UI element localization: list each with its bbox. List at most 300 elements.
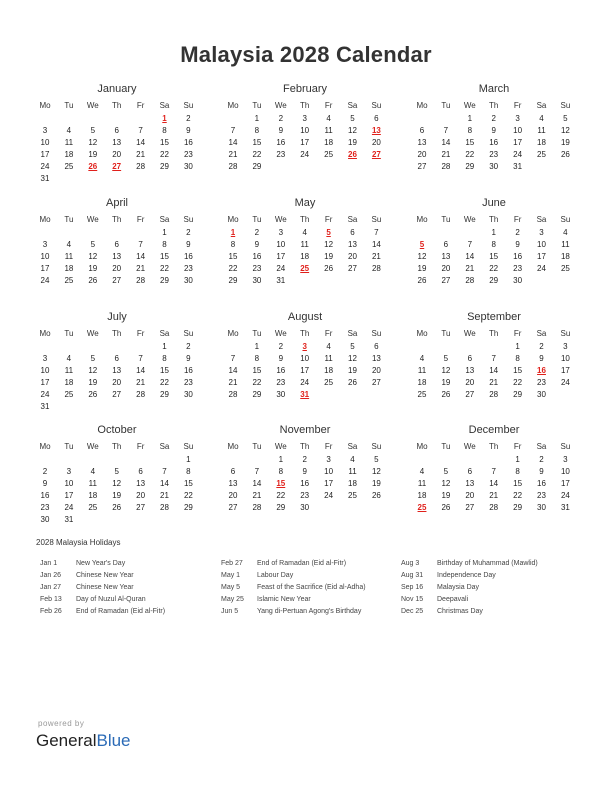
- day-cell: 11: [88, 478, 97, 488]
- weekday-header: Mo: [416, 215, 428, 224]
- day-cell: 31: [40, 401, 50, 411]
- day-cell: 3: [539, 228, 544, 237]
- weekday-header: Th: [489, 329, 499, 338]
- day-cell: 3: [42, 125, 48, 135]
- day-cell: 18: [324, 365, 334, 375]
- day-cell: 21: [136, 149, 146, 159]
- day-cell: 30: [300, 502, 310, 512]
- weekday-header: Sa: [159, 329, 170, 338]
- weekday-header: Fr: [136, 442, 145, 451]
- weekday-header: Fr: [136, 215, 145, 224]
- day-cell: 22: [513, 490, 523, 500]
- holiday-day-cell: 25: [300, 263, 310, 273]
- day-cell: 21: [252, 490, 262, 500]
- day-cell: 6: [374, 114, 379, 123]
- day-cell: 26: [371, 490, 381, 500]
- day-cell: 7: [138, 125, 143, 135]
- weekday-header: We: [463, 329, 476, 338]
- day-cell: 12: [348, 125, 357, 135]
- holiday-date: May 25: [221, 596, 244, 603]
- weekday-header: Th: [112, 101, 122, 110]
- holiday-day-cell: 26: [88, 161, 98, 171]
- day-cell: 21: [465, 263, 475, 273]
- day-cell: 19: [441, 490, 451, 500]
- weekday-header: Fr: [136, 329, 145, 338]
- holiday-day-cell: 1: [230, 228, 236, 237]
- weekday-header: We: [463, 215, 476, 224]
- day-cell: 26: [324, 263, 334, 273]
- day-cell: 9: [186, 353, 191, 363]
- day-cell: 27: [417, 161, 427, 171]
- day-cell: 28: [228, 161, 238, 171]
- holiday-name: Day of Nuzul Al-Quran: [76, 596, 146, 603]
- holiday-date: Dec 25: [401, 608, 424, 615]
- day-cell: 30: [276, 389, 286, 399]
- day-cell: 18: [417, 377, 427, 387]
- weekday-header: Su: [560, 215, 571, 224]
- weekday-header: Sa: [536, 101, 547, 110]
- day-cell: 11: [64, 137, 74, 147]
- holiday-name: Chinese New Year: [76, 572, 134, 579]
- holiday-day-cell: 27: [371, 149, 381, 159]
- day-cell: 18: [88, 490, 98, 500]
- weekday-header: Tu: [441, 101, 451, 110]
- day-cell: 23: [276, 377, 286, 387]
- month-name: November: [279, 424, 331, 436]
- weekday-header: Tu: [64, 215, 74, 224]
- logo-general: General: [36, 731, 97, 750]
- day-cell: 16: [183, 251, 193, 261]
- weekday-header: Fr: [324, 442, 333, 451]
- day-cell: 23: [513, 263, 523, 273]
- day-cell: 20: [371, 137, 381, 147]
- day-cell: 6: [114, 125, 119, 135]
- weekday-header: Sa: [159, 442, 170, 451]
- day-cell: 13: [112, 365, 122, 375]
- page-title: Malaysia 2028 Calendar: [180, 42, 432, 67]
- day-cell: 7: [162, 466, 167, 476]
- day-cell: 21: [136, 263, 146, 273]
- day-cell: 4: [66, 239, 72, 249]
- day-cell: 5: [114, 466, 119, 476]
- holiday-name: Deepavali: [437, 596, 469, 603]
- day-cell: 10: [300, 353, 310, 363]
- day-cell: 7: [443, 125, 449, 135]
- weekday-header: Su: [560, 101, 571, 110]
- day-cell: 29: [183, 502, 193, 512]
- day-cell: 30: [537, 502, 546, 512]
- weekday-header: Fr: [513, 101, 522, 110]
- day-cell: 30: [40, 514, 50, 524]
- weekday-header: Th: [489, 101, 499, 110]
- day-cell: 30: [537, 389, 546, 399]
- weekday-header: Su: [183, 215, 194, 224]
- day-cell: 2: [491, 114, 496, 123]
- day-cell: 13: [441, 251, 451, 261]
- generalblue-logo[interactable]: [36, 731, 131, 751]
- day-cell: 12: [324, 239, 334, 249]
- day-cell: 27: [465, 389, 475, 399]
- day-cell: 28: [441, 161, 451, 171]
- day-cell: 26: [348, 377, 357, 387]
- day-cell: 19: [88, 263, 98, 273]
- day-cell: 3: [278, 228, 284, 237]
- weekday-header: Fr: [324, 101, 333, 110]
- month-name: June: [482, 197, 506, 209]
- weekday-header: Sa: [347, 329, 358, 338]
- day-cell: 2: [278, 342, 284, 351]
- day-cell: 17: [324, 478, 334, 488]
- day-cell: 19: [560, 137, 570, 147]
- day-cell: 8: [254, 353, 260, 363]
- weekday-header: We: [274, 215, 287, 224]
- weekday-header: We: [86, 329, 99, 338]
- weekday-header: Su: [183, 442, 194, 451]
- day-cell: 14: [252, 478, 262, 488]
- day-cell: 3: [302, 114, 307, 123]
- day-cell: 11: [324, 125, 333, 135]
- weekday-header: Su: [560, 442, 571, 451]
- day-cell: 1: [162, 228, 167, 237]
- day-cell: 14: [136, 365, 146, 375]
- weekday-header: Tu: [64, 442, 74, 451]
- day-cell: 11: [64, 365, 74, 375]
- day-cell: 6: [443, 239, 449, 249]
- month-name: January: [97, 83, 137, 95]
- day-cell: 19: [417, 263, 427, 273]
- holiday-date: Aug 3: [401, 560, 420, 567]
- day-cell: 23: [40, 502, 50, 512]
- day-cell: 8: [515, 466, 520, 476]
- weekday-header: We: [274, 442, 287, 451]
- weekday-header: Tu: [252, 101, 262, 110]
- day-cell: 9: [302, 466, 307, 476]
- day-cell: 23: [276, 149, 286, 159]
- day-cell: 6: [419, 125, 425, 135]
- weekday-header: Tu: [441, 329, 451, 338]
- holiday-name: End of Ramadan (Eid al-Fitr): [76, 608, 166, 615]
- day-cell: 7: [491, 353, 496, 363]
- day-cell: 24: [513, 149, 523, 159]
- day-cell: 22: [276, 490, 286, 500]
- day-cell: 7: [138, 239, 143, 249]
- day-cell: 5: [90, 125, 96, 135]
- day-cell: 30: [252, 275, 262, 285]
- day-cell: 13: [371, 353, 381, 363]
- day-cell: 26: [417, 275, 427, 285]
- day-cell: 23: [183, 149, 193, 159]
- day-cell: 24: [324, 490, 334, 500]
- day-cell: 17: [64, 490, 74, 500]
- day-cell: 25: [324, 149, 334, 159]
- holiday-date: Jan 26: [40, 572, 62, 579]
- holiday-day-cell: 16: [537, 365, 546, 375]
- day-cell: 14: [228, 365, 238, 375]
- day-cell: 4: [563, 228, 568, 237]
- day-cell: 17: [40, 377, 50, 387]
- day-cell: 22: [160, 263, 169, 273]
- weekday-header: Sa: [347, 101, 358, 110]
- day-cell: 19: [441, 377, 451, 387]
- holiday-date: May 5: [221, 584, 241, 591]
- weekday-header: Mo: [416, 442, 428, 451]
- day-cell: 4: [66, 353, 72, 363]
- day-cell: 18: [560, 251, 570, 261]
- day-cell: 2: [254, 228, 260, 237]
- day-cell: 12: [348, 353, 357, 363]
- day-cell: 12: [88, 137, 98, 147]
- day-cell: 1: [515, 455, 520, 464]
- holiday-date: Feb 26: [40, 608, 62, 615]
- day-cell: 19: [88, 149, 98, 159]
- day-cell: 6: [138, 466, 143, 476]
- weekday-header: We: [86, 442, 99, 451]
- day-cell: 11: [417, 478, 427, 488]
- holiday-name: Chinese New Year: [76, 584, 134, 591]
- day-cell: 11: [324, 353, 333, 363]
- day-cell: 2: [186, 342, 191, 351]
- day-cell: 6: [230, 466, 236, 476]
- day-cell: 15: [465, 137, 475, 147]
- day-cell: 26: [560, 149, 570, 159]
- day-cell: 20: [441, 263, 451, 273]
- day-cell: 16: [183, 365, 193, 375]
- day-cell: 17: [300, 365, 310, 375]
- day-cell: 20: [112, 149, 122, 159]
- day-cell: 13: [112, 137, 122, 147]
- day-cell: 12: [371, 466, 381, 476]
- day-cell: 26: [441, 502, 451, 512]
- day-cell: 9: [539, 353, 544, 363]
- day-cell: 15: [183, 478, 193, 488]
- holiday-day-cell: 31: [300, 389, 310, 399]
- day-cell: 29: [513, 502, 523, 512]
- day-cell: 18: [300, 251, 310, 261]
- day-cell: 7: [138, 353, 143, 363]
- day-cell: 18: [417, 490, 427, 500]
- holiday-day-cell: 1: [162, 114, 167, 123]
- weekday-header: Th: [112, 329, 122, 338]
- weekday-header: Th: [300, 442, 310, 451]
- day-cell: 9: [254, 239, 260, 249]
- day-cell: 17: [40, 149, 50, 159]
- day-cell: 23: [183, 263, 193, 273]
- day-cell: 4: [90, 466, 96, 476]
- day-cell: 12: [417, 251, 427, 261]
- weekday-header: We: [86, 101, 99, 110]
- holiday-date: Feb 13: [40, 596, 62, 603]
- day-cell: 25: [64, 161, 74, 171]
- day-cell: 29: [252, 389, 262, 399]
- day-cell: 27: [441, 275, 451, 285]
- weekday-header: We: [463, 442, 476, 451]
- holiday-date: Jan 1: [40, 560, 58, 567]
- day-cell: 6: [114, 239, 119, 249]
- day-cell: 7: [230, 353, 236, 363]
- day-cell: 1: [467, 114, 473, 123]
- day-cell: 17: [537, 251, 546, 261]
- day-cell: 14: [136, 251, 146, 261]
- day-cell: 29: [160, 161, 169, 171]
- day-cell: 29: [228, 275, 238, 285]
- holiday-day-cell: 3: [302, 342, 307, 351]
- weekday-header: Fr: [513, 215, 522, 224]
- day-cell: 13: [228, 478, 238, 488]
- day-cell: 20: [112, 263, 122, 273]
- month-name: September: [467, 311, 521, 323]
- day-cell: 10: [324, 466, 334, 476]
- day-cell: 5: [443, 466, 449, 476]
- day-cell: 21: [489, 490, 499, 500]
- weekday-header: Th: [300, 101, 310, 110]
- day-cell: 21: [371, 251, 381, 261]
- day-cell: 17: [560, 478, 570, 488]
- weekday-header: Mo: [39, 442, 51, 451]
- day-cell: 8: [162, 353, 167, 363]
- day-cell: 31: [276, 275, 286, 285]
- day-cell: 11: [64, 251, 74, 261]
- day-cell: 10: [276, 239, 286, 249]
- day-cell: 4: [419, 466, 425, 476]
- day-cell: 28: [136, 389, 146, 399]
- day-cell: 25: [324, 377, 334, 387]
- day-cell: 17: [560, 365, 570, 375]
- day-cell: 15: [228, 251, 238, 261]
- weekday-header: Fr: [136, 101, 145, 110]
- day-cell: 16: [252, 251, 262, 261]
- weekday-header: Th: [489, 442, 499, 451]
- day-cell: 27: [348, 263, 357, 273]
- day-cell: 20: [228, 490, 238, 500]
- day-cell: 13: [465, 478, 475, 488]
- day-cell: 8: [230, 239, 236, 249]
- day-cell: 12: [441, 365, 451, 375]
- day-cell: 3: [42, 353, 48, 363]
- day-cell: 16: [513, 251, 523, 261]
- day-cell: 19: [324, 251, 334, 261]
- day-cell: 5: [90, 353, 96, 363]
- powered-by-text: powered by: [38, 719, 85, 728]
- day-cell: 29: [489, 275, 499, 285]
- day-cell: 16: [183, 137, 193, 147]
- day-cell: 16: [300, 478, 310, 488]
- weekday-header: Su: [183, 329, 194, 338]
- weekday-header: Mo: [227, 442, 239, 451]
- day-cell: 1: [162, 342, 167, 351]
- day-cell: 13: [417, 137, 427, 147]
- day-cell: 9: [491, 125, 496, 135]
- day-cell: 24: [40, 275, 50, 285]
- day-cell: 13: [112, 251, 122, 261]
- day-cell: 20: [465, 377, 475, 387]
- day-cell: 20: [348, 251, 357, 261]
- day-cell: 19: [371, 478, 381, 488]
- month-name: April: [105, 197, 128, 209]
- day-cell: 11: [537, 125, 546, 135]
- weekday-header: Mo: [227, 215, 239, 224]
- weekday-header: Tu: [441, 442, 451, 451]
- month-name: December: [468, 424, 520, 436]
- holiday-day-cell: 26: [348, 149, 357, 159]
- weekday-header: Fr: [513, 442, 522, 451]
- weekday-header: Sa: [159, 101, 170, 110]
- day-cell: 5: [350, 342, 355, 351]
- month-name: March: [478, 83, 510, 95]
- day-cell: 24: [40, 389, 50, 399]
- day-cell: 20: [112, 377, 122, 387]
- weekday-header: We: [274, 101, 287, 110]
- day-cell: 30: [513, 275, 523, 285]
- day-cell: 5: [443, 353, 449, 363]
- holiday-name: Independence Day: [437, 572, 496, 579]
- day-cell: 25: [88, 502, 98, 512]
- day-cell: 19: [348, 365, 357, 375]
- holiday-name: New Year's Day: [76, 560, 126, 567]
- holiday-name: Islamic New Year: [257, 596, 311, 603]
- day-cell: 22: [465, 149, 475, 159]
- day-cell: 29: [465, 161, 475, 171]
- day-cell: 9: [42, 478, 48, 488]
- day-cell: 8: [491, 239, 496, 249]
- day-cell: 27: [112, 275, 122, 285]
- day-cell: 24: [300, 149, 310, 159]
- day-cell: 2: [539, 455, 544, 464]
- weekday-header: Tu: [64, 329, 74, 338]
- day-cell: 4: [350, 455, 355, 464]
- day-cell: 24: [276, 263, 286, 273]
- day-cell: 8: [186, 466, 191, 476]
- holiday-day-cell: 5: [419, 239, 425, 249]
- day-cell: 4: [419, 353, 425, 363]
- day-cell: 8: [254, 125, 260, 135]
- day-cell: 15: [160, 137, 169, 147]
- day-cell: 7: [467, 239, 473, 249]
- day-cell: 14: [160, 478, 169, 488]
- day-cell: 15: [252, 365, 262, 375]
- day-cell: 1: [254, 342, 260, 351]
- day-cell: 7: [491, 466, 496, 476]
- day-cell: 12: [88, 251, 98, 261]
- day-cell: 24: [64, 502, 74, 512]
- day-cell: 11: [417, 365, 427, 375]
- day-cell: 14: [465, 251, 475, 261]
- day-cell: 20: [465, 490, 475, 500]
- holiday-date: Feb 27: [221, 560, 243, 567]
- weekday-header: Th: [300, 329, 310, 338]
- holiday-date: Aug 31: [401, 572, 424, 579]
- day-cell: 22: [252, 377, 262, 387]
- day-cell: 17: [40, 263, 50, 273]
- day-cell: 21: [160, 490, 169, 500]
- day-cell: 13: [348, 239, 357, 249]
- day-cell: 1: [515, 342, 520, 351]
- day-cell: 12: [88, 365, 98, 375]
- weekday-header: Fr: [513, 329, 522, 338]
- weekday-header: Mo: [227, 329, 239, 338]
- weekday-header: We: [86, 215, 99, 224]
- day-cell: 28: [136, 161, 146, 171]
- day-cell: 14: [441, 137, 451, 147]
- weekday-header: Tu: [252, 329, 262, 338]
- day-cell: 23: [537, 490, 546, 500]
- day-cell: 7: [254, 466, 260, 476]
- day-cell: 24: [560, 490, 570, 500]
- day-cell: 4: [539, 114, 544, 123]
- day-cell: 18: [64, 263, 74, 273]
- day-cell: 7: [374, 228, 379, 237]
- day-cell: 4: [326, 114, 331, 123]
- day-cell: 16: [276, 137, 286, 147]
